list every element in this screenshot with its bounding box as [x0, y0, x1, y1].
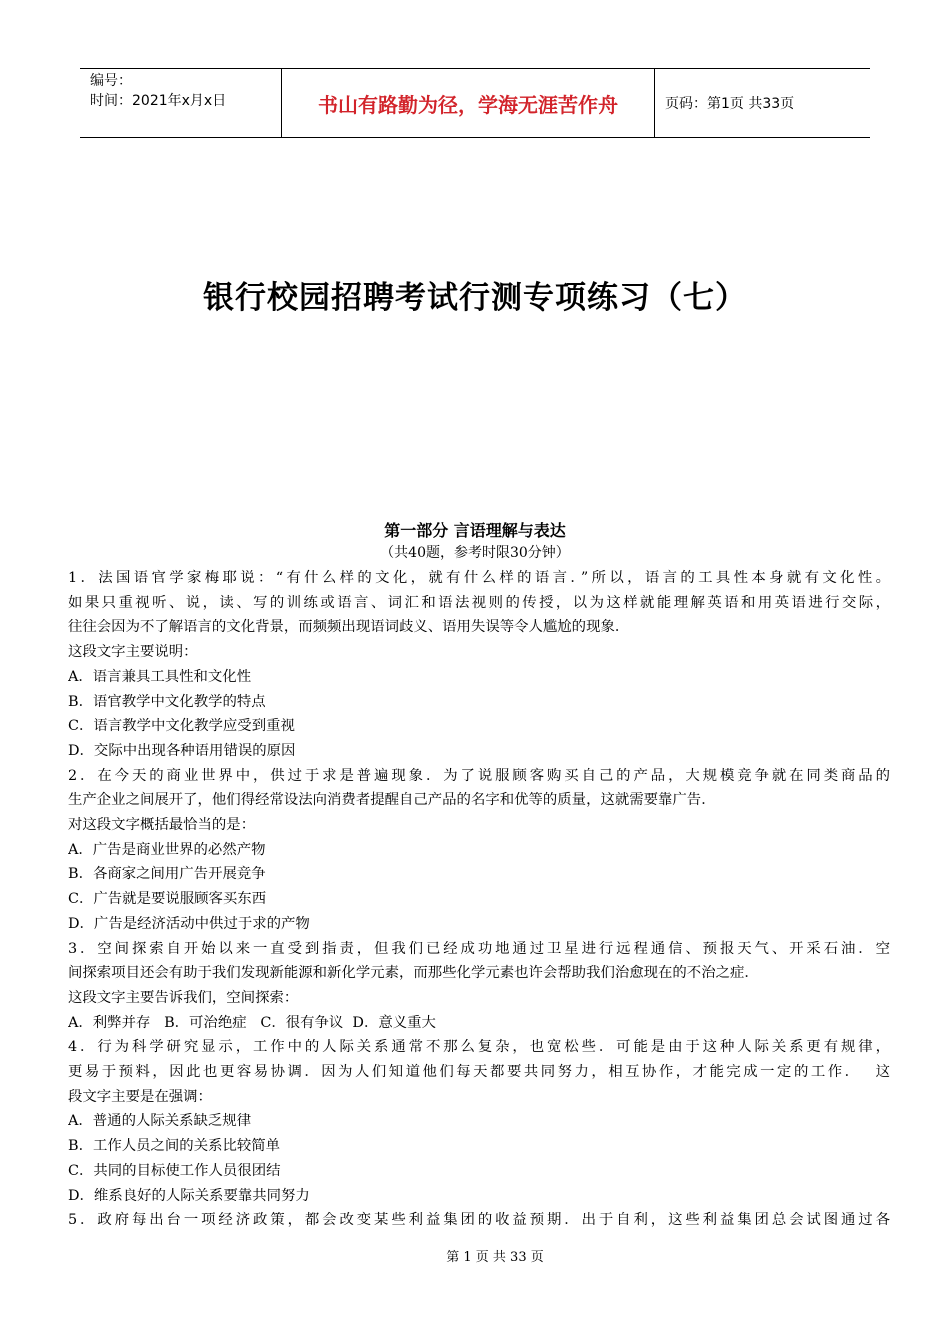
text-line: 更易于预料，因此也更容易协调．因为人们知道他们每天都要共同努力，相互协作，才能完成一定的工作． 这	[68, 1064, 890, 1081]
header-time: 时间：2021年x月x日	[90, 93, 227, 109]
text-line: 这段文字主要说明：	[68, 644, 198, 661]
text-line: 对这段文字概括最恰当的是：	[68, 817, 256, 834]
text-line: 4．行为科学研究显示，工作中的人际关系通常不那么复杂，也宽松些．可能是由于这种人际关系更有规律，	[68, 1039, 890, 1056]
text-line: 间探索项目还会有助于我们发现新能源和新化学元素，而那些化学元素也许会帮助我们治愈现在的不治之症．	[68, 965, 759, 982]
text-line: 往往会因为不了解语言的文化背景，而频频出现语词歧义、语用失误等令人尴尬的现象．	[68, 619, 630, 636]
text-line: 生产企业之间展开了，他们得经常设法向消费者提醒自己产品的名字和优等的质量，这就需要靠广告．	[68, 792, 716, 809]
header-number: 编号：	[90, 73, 132, 89]
option-line: C．共同的目标使工作人员很团结	[68, 1162, 281, 1179]
option-line: C．语言教学中文化教学应受到重视	[68, 718, 295, 735]
section-title: 第一部分 言语理解与表达	[384, 521, 566, 540]
option-line: A．利弊并存 B．可治绝症 C．很有争议 D．意义重大	[68, 1014, 436, 1031]
text-line: 1．法国语官学家梅耶说：“有什么样的文化，就有什么样的语言．”所以，语言的工具性本身就有文化性。	[68, 570, 890, 586]
header-page-info: 页码：第1页 共33页	[665, 96, 795, 112]
option-line: A．语言兼具工具性和文化性	[68, 668, 252, 685]
section-subtitle: （共40题，参考时限30分钟）	[380, 545, 570, 561]
option-line: A．广告是商业世界的必然产物	[68, 841, 266, 858]
text-line: 这段文字主要告诉我们，空间探索：	[68, 989, 299, 1006]
option-line: B．各商家之间用广告开展竞争	[68, 866, 266, 883]
option-line: B．语官教学中文化教学的特点	[68, 693, 266, 710]
document-title: 银行校园招聘考试行测专项练习（七）	[203, 280, 747, 316]
option-line: B．工作人员之间的关系比较简单	[68, 1138, 281, 1155]
header-meta	[80, 69, 282, 137]
text-line: 段文字主要是在强调：	[68, 1088, 212, 1105]
header-motto: 书山有路勤为径，学海无涯苦作舟	[282, 69, 655, 137]
page-header	[80, 68, 870, 138]
text-line: 3．空间探索自开始以来一直受到指责，但我们已经成功地通过卫星进行远程通信、预报天气、开采石油．空	[68, 940, 890, 957]
text-line: 5．政府每出台一项经济政策，都会改变某些利益集团的收益预期．出于自利，这些利益集团总会试图通过各	[68, 1212, 890, 1229]
option-line: D．交际中出现各种语用错误的原因	[68, 742, 296, 759]
text-line: 2．在今天的商业世界中，供过于求是普遍现象．为了说服顾客购买自己的产品，大规模竞争就在同类商品的	[68, 767, 890, 784]
option-line: C．广告就是要说服顾客买东西	[68, 891, 267, 908]
text-line: 如果只重视听、说，读、写的训练或语言、词汇和语法视则的传授，以为这样就能理解英语和用英语进行交际，	[68, 594, 890, 611]
option-line: A．普通的人际关系缺乏规律	[68, 1113, 252, 1130]
option-line: D．广告是经济活动中供过于求的产物	[68, 915, 310, 932]
page-footer: 第 1 页 共 33 页	[446, 1250, 544, 1265]
document-body	[68, 566, 890, 1233]
option-line: D．维系良好的人际关系要靠共同努力	[68, 1187, 310, 1204]
